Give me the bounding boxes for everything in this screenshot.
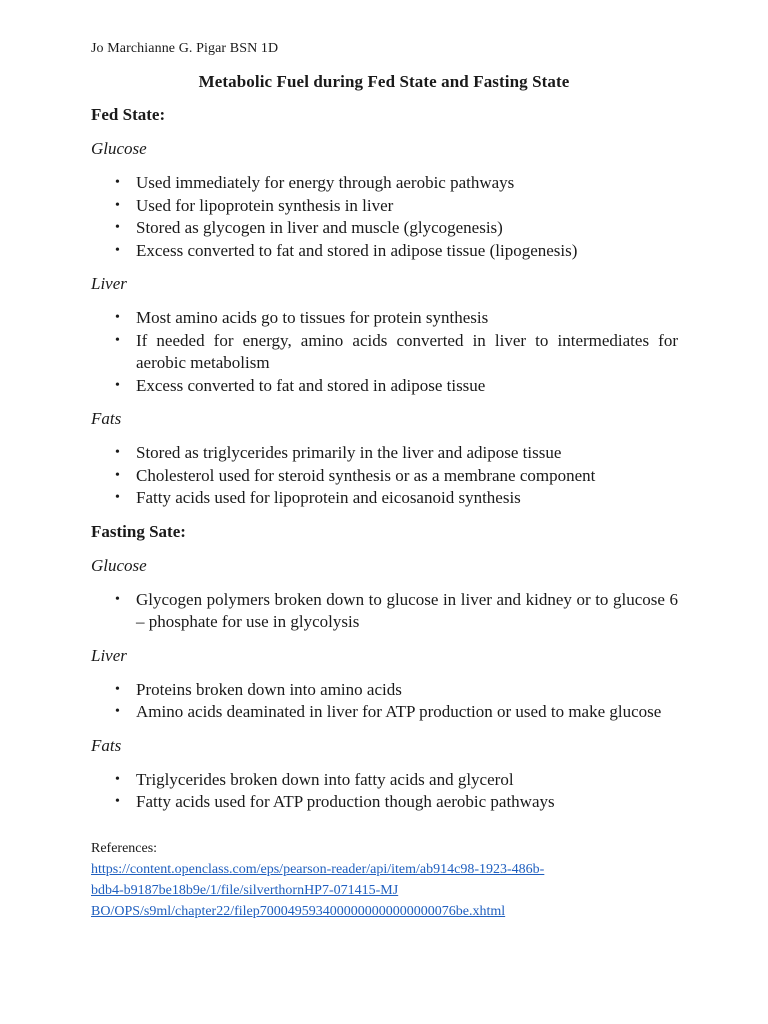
bullet-icon: • (115, 771, 120, 787)
fed-fats-label: Fats (91, 409, 122, 428)
reference-link-line: BO/OPS/s9ml/chapter22/filep7000495934000000000000000076be.xhtml (91, 904, 506, 919)
list-item: • Cholesterol used for steroid synthesis or as a membrane component (91, 465, 678, 488)
list-item: • Glycogen polymers broken down to glucose in liver and kidney or to glucose 6 – phosphate for use in glycolysis (115, 589, 678, 631)
fed-fats-list (91, 442, 678, 510)
fasting-fats-label: Fats (91, 735, 122, 755)
bullet-icon: • (115, 490, 120, 505)
list-item: • Most amino acids go to tissues for protein synthesis (91, 307, 678, 330)
fasting-liver-label: Liver (91, 645, 127, 665)
author-line: Jo Marchianne G. Pigar BSN 1D (91, 41, 279, 56)
list-item: • Proteins broken down into amino acids (91, 679, 678, 702)
fed-state-heading: Fed State: (91, 105, 166, 124)
fed-liver-list (91, 307, 678, 397)
bullet-icon: • (115, 681, 120, 697)
fed-glucose-list (91, 172, 678, 262)
bullet-icon: • (115, 591, 120, 607)
list-item: • Excess converted to fat and stored in adipose tissue (lipogenesis) (91, 240, 678, 263)
fasting-glucose-list (91, 589, 678, 634)
bullet-icon: • (115, 704, 120, 719)
list-item: • Fatty acids used for lipoprotein and eicosanoid synthesis (91, 487, 678, 510)
list-item: • Used immediately for energy through aerobic pathways (91, 172, 678, 195)
reference-link[interactable] (91, 862, 544, 919)
references-section (91, 838, 691, 922)
bullet-icon: • (115, 377, 120, 393)
reference-link-line: bdb4-b9187be18b9e/1/file/silverthornHP7-071415-MJ (91, 883, 399, 898)
bullet-icon: • (115, 175, 120, 190)
bullet-icon: • (115, 197, 120, 213)
reference-link-line: https://content.openclass.com/eps/pearson-reader/api/item/ab914c98-1923-486b- (91, 862, 545, 877)
fed-glucose-label: Glucose (91, 139, 147, 158)
bullet-icon: • (115, 332, 120, 348)
fasting-fats-list (91, 769, 678, 814)
document-body (91, 104, 678, 814)
list-item: • Used for lipoprotein synthesis in liver (91, 195, 678, 218)
list-item: • Excess converted to fat and stored in adipose tissue (91, 375, 678, 398)
bullet-icon: • (115, 794, 120, 809)
bullet-icon: • (115, 310, 120, 325)
list-item: • Amino acids deaminated in liver for ATP production or used to make glucose (91, 701, 678, 724)
bullet-icon: • (115, 242, 120, 258)
fasting-state-heading: Fasting Sate: (91, 521, 186, 541)
list-item: • Stored as triglycerides primarily in the liver and adipose tissue (91, 442, 678, 465)
bullet-icon: • (115, 220, 120, 235)
bullet-icon: • (115, 467, 120, 483)
references-label: References: (91, 841, 158, 856)
list-item: • If needed for energy, amino acids converted in liver to intermediates for aerobic metabolism (115, 330, 678, 372)
document-title: Metabolic Fuel during Fed State and Fasting State (198, 72, 570, 91)
list-item: • Fatty acids used for ATP production though aerobic pathways (91, 791, 678, 814)
bullet-icon: • (115, 445, 120, 460)
list-item: • Triglycerides broken down into fatty acids and glycerol (91, 769, 678, 792)
fasting-liver-list (91, 679, 678, 724)
list-item: • Stored as glycogen in liver and muscle (glycogenesis) (91, 217, 678, 240)
fasting-glucose-label: Glucose (91, 555, 147, 575)
fed-liver-label: Liver (91, 274, 127, 293)
